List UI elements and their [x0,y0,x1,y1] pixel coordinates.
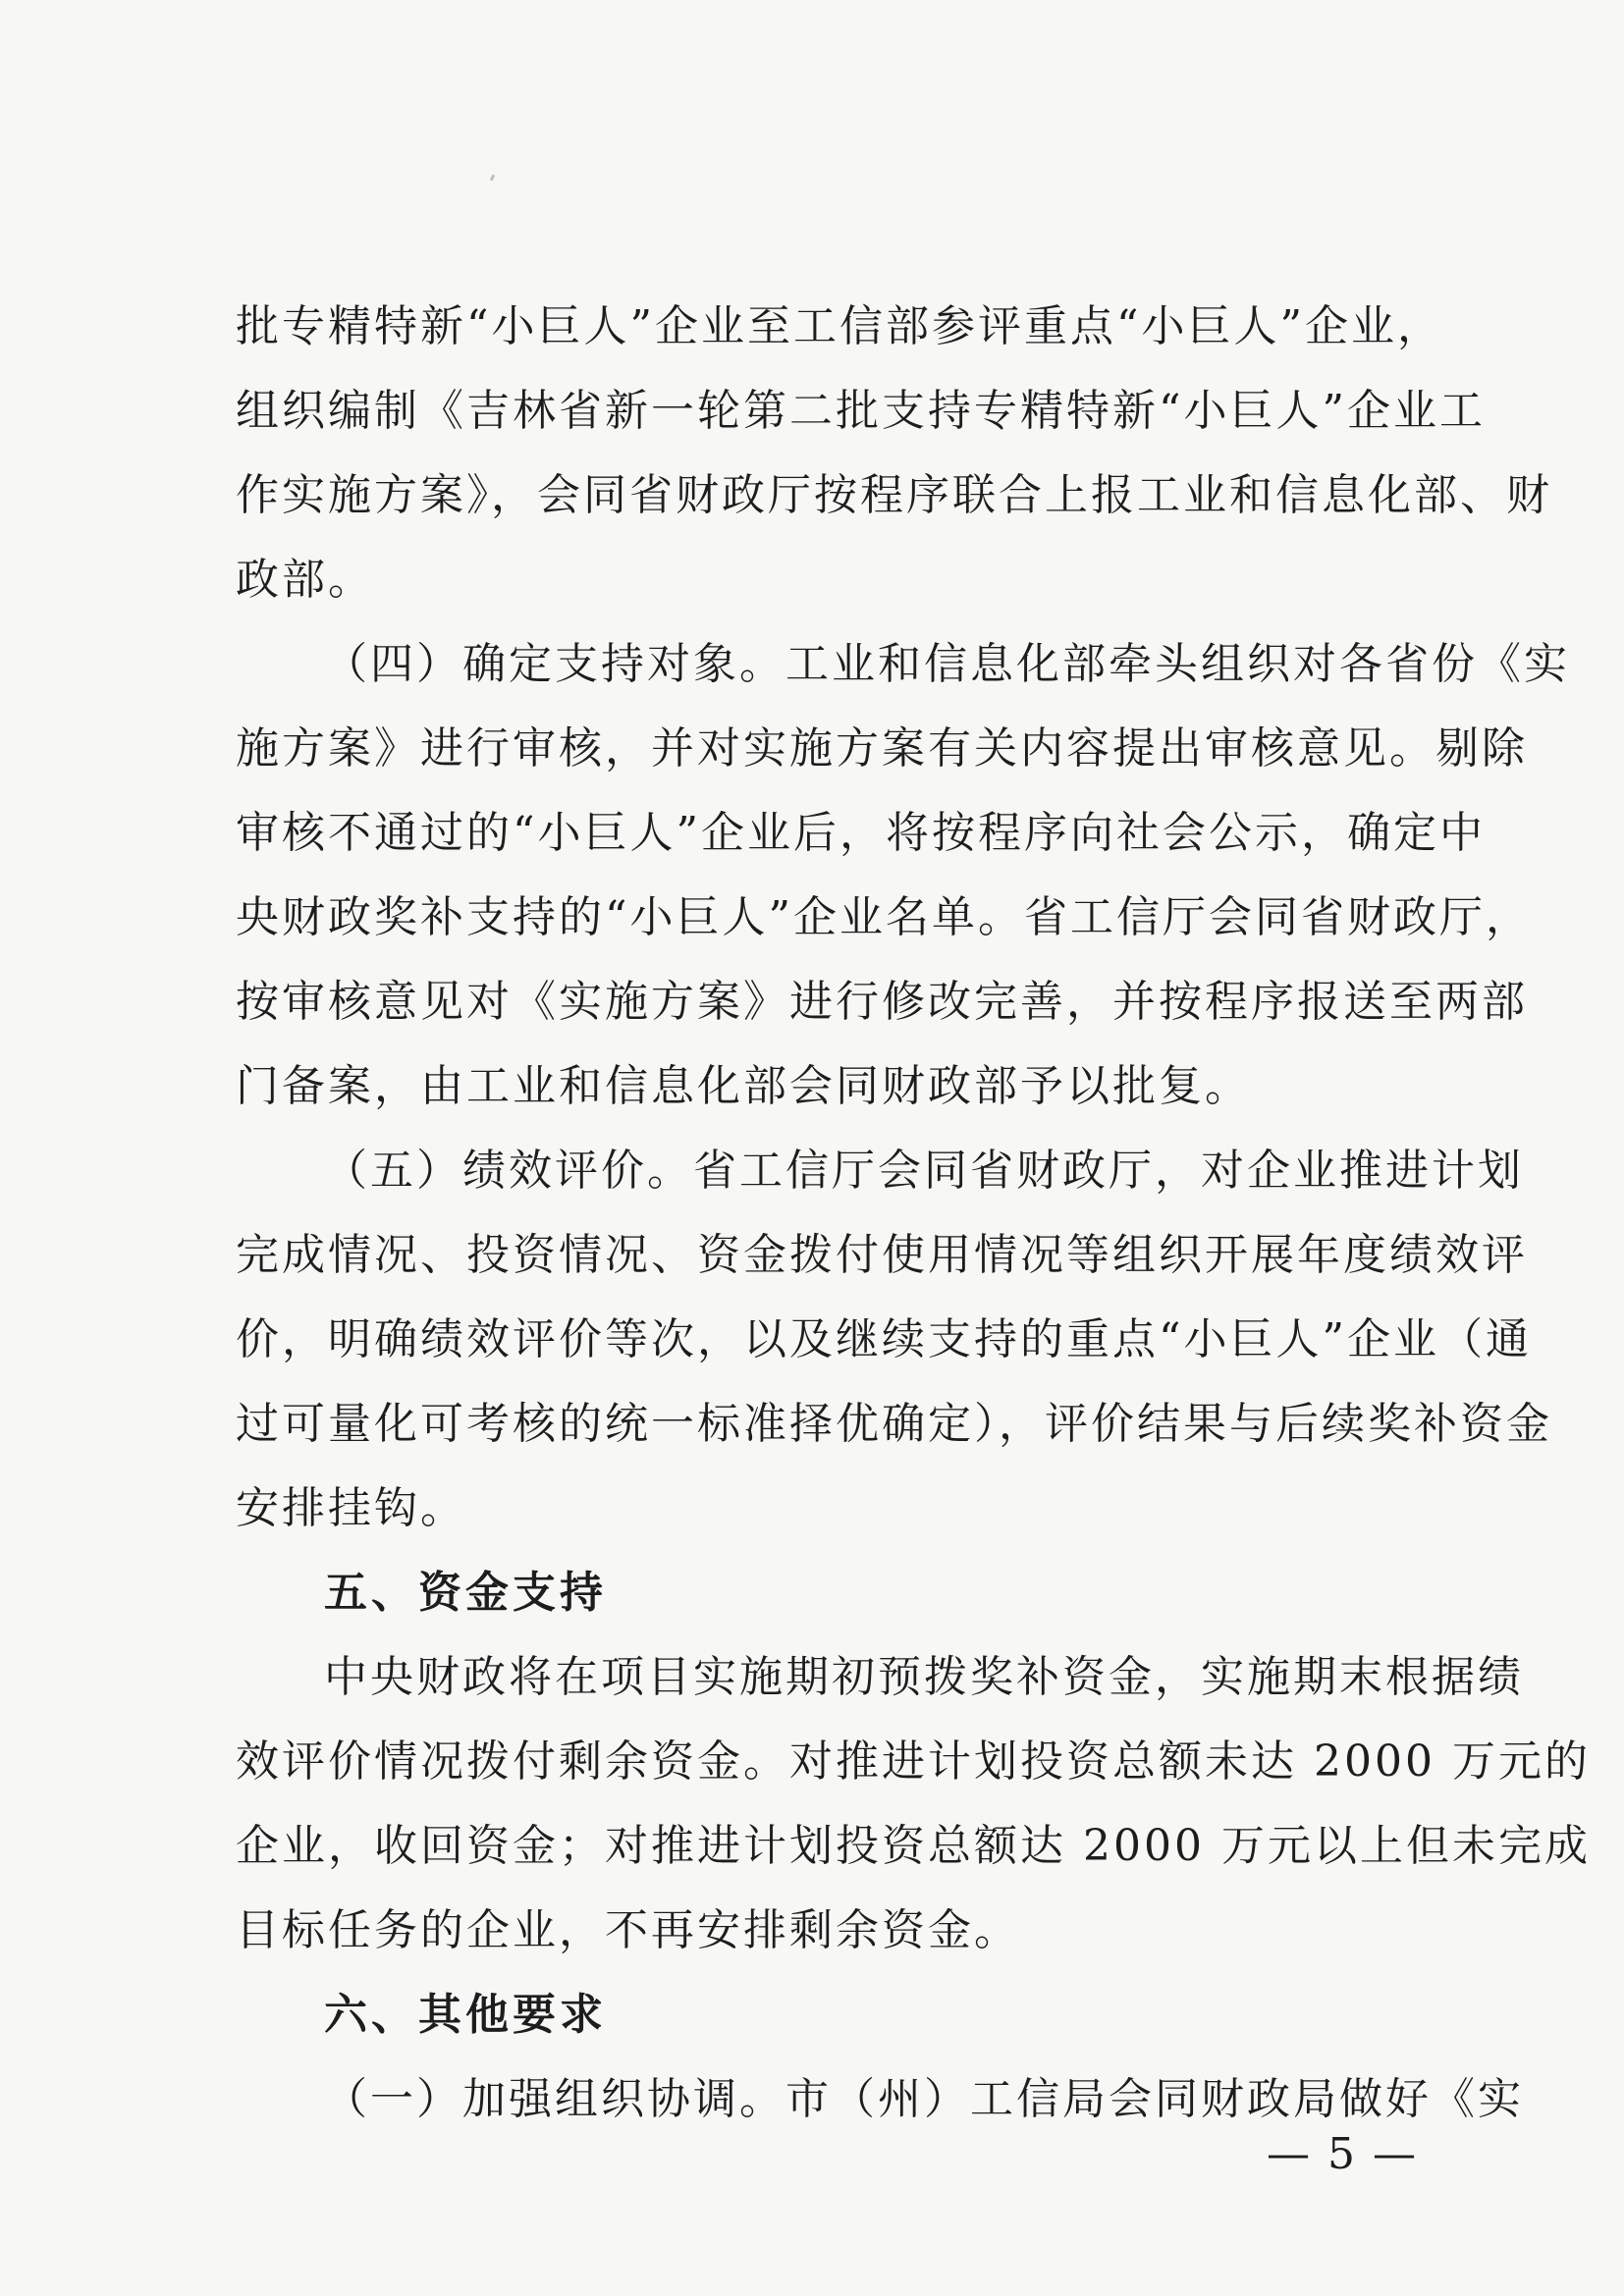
text-line: 批专精特新“小巨人”企业至工信部参评重点“小巨人”企业， [236,301,1443,351]
text-line: 价，明确绩效评价等次，以及继续支持的重点“小巨人”企业（通 [236,1314,1532,1364]
scan-artifact [490,175,495,182]
text-line: 央财政奖补支持的“小巨人”企业名单。省工信厅会同省财政厅， [236,892,1532,942]
text-line: 目标任务的企业，不再安排剩余资金。 [236,1905,1020,1955]
document-body [236,285,1591,2142]
text-line: 过可量化可考核的统一标准择优确定），评价结果与后续奖补资金 [236,1399,1552,1449]
text-line: 效评价情况拨付剩余资金。对推进计划投资总额未达 2000 万元的 [236,1736,1591,1787]
section-heading: 五、资金支持 [324,1568,607,1618]
text-line: 政部。 [236,555,374,605]
text-line: 组织编制《吉林省新一轮第二批支持专精特新“小巨人”企业工 [236,386,1486,436]
text-line: 门备案，由工业和信息化部会同财政部予以批复。 [236,1061,1251,1111]
page-number: — 5 — [1267,2129,1418,2179]
text-line: 按审核意见对《实施方案》进行修改完善，并按程序报送至两部 [236,977,1528,1027]
text-line: 企业，收回资金；对推进计划投资总额达 2000 万元以上但未完成 [236,1821,1591,1871]
text-line: （一）加强组织协调。市（州）工信局会同财政局做好《实 [324,2074,1524,2124]
text-line: 审核不通过的“小巨人”企业后，将按程序向社会公示，确定中 [236,808,1486,858]
text-line: 中央财政将在项目实施期初预拨奖补资金，实施期末根据绩 [324,1652,1524,1702]
text-line: 施方案》进行审核，并对实施方案有关内容提出审核意见。剔除 [236,723,1528,774]
text-line: 作实施方案》，会同省财政厅按程序联合上报工业和信息化部、财 [236,470,1552,520]
section-heading: 六、其他要求 [324,1990,607,2040]
text-line: 完成情况、投资情况、资金拨付使用情况等组织开展年度绩效评 [236,1230,1528,1280]
text-line: （四）确定支持对象。工业和信息化部牵头组织对各省份《实 [324,639,1570,689]
text-line: 安排挂钩。 [236,1483,466,1533]
text-line: （五）绩效评价。省工信厅会同省财政厅，对企业推进计划 [324,1146,1524,1196]
